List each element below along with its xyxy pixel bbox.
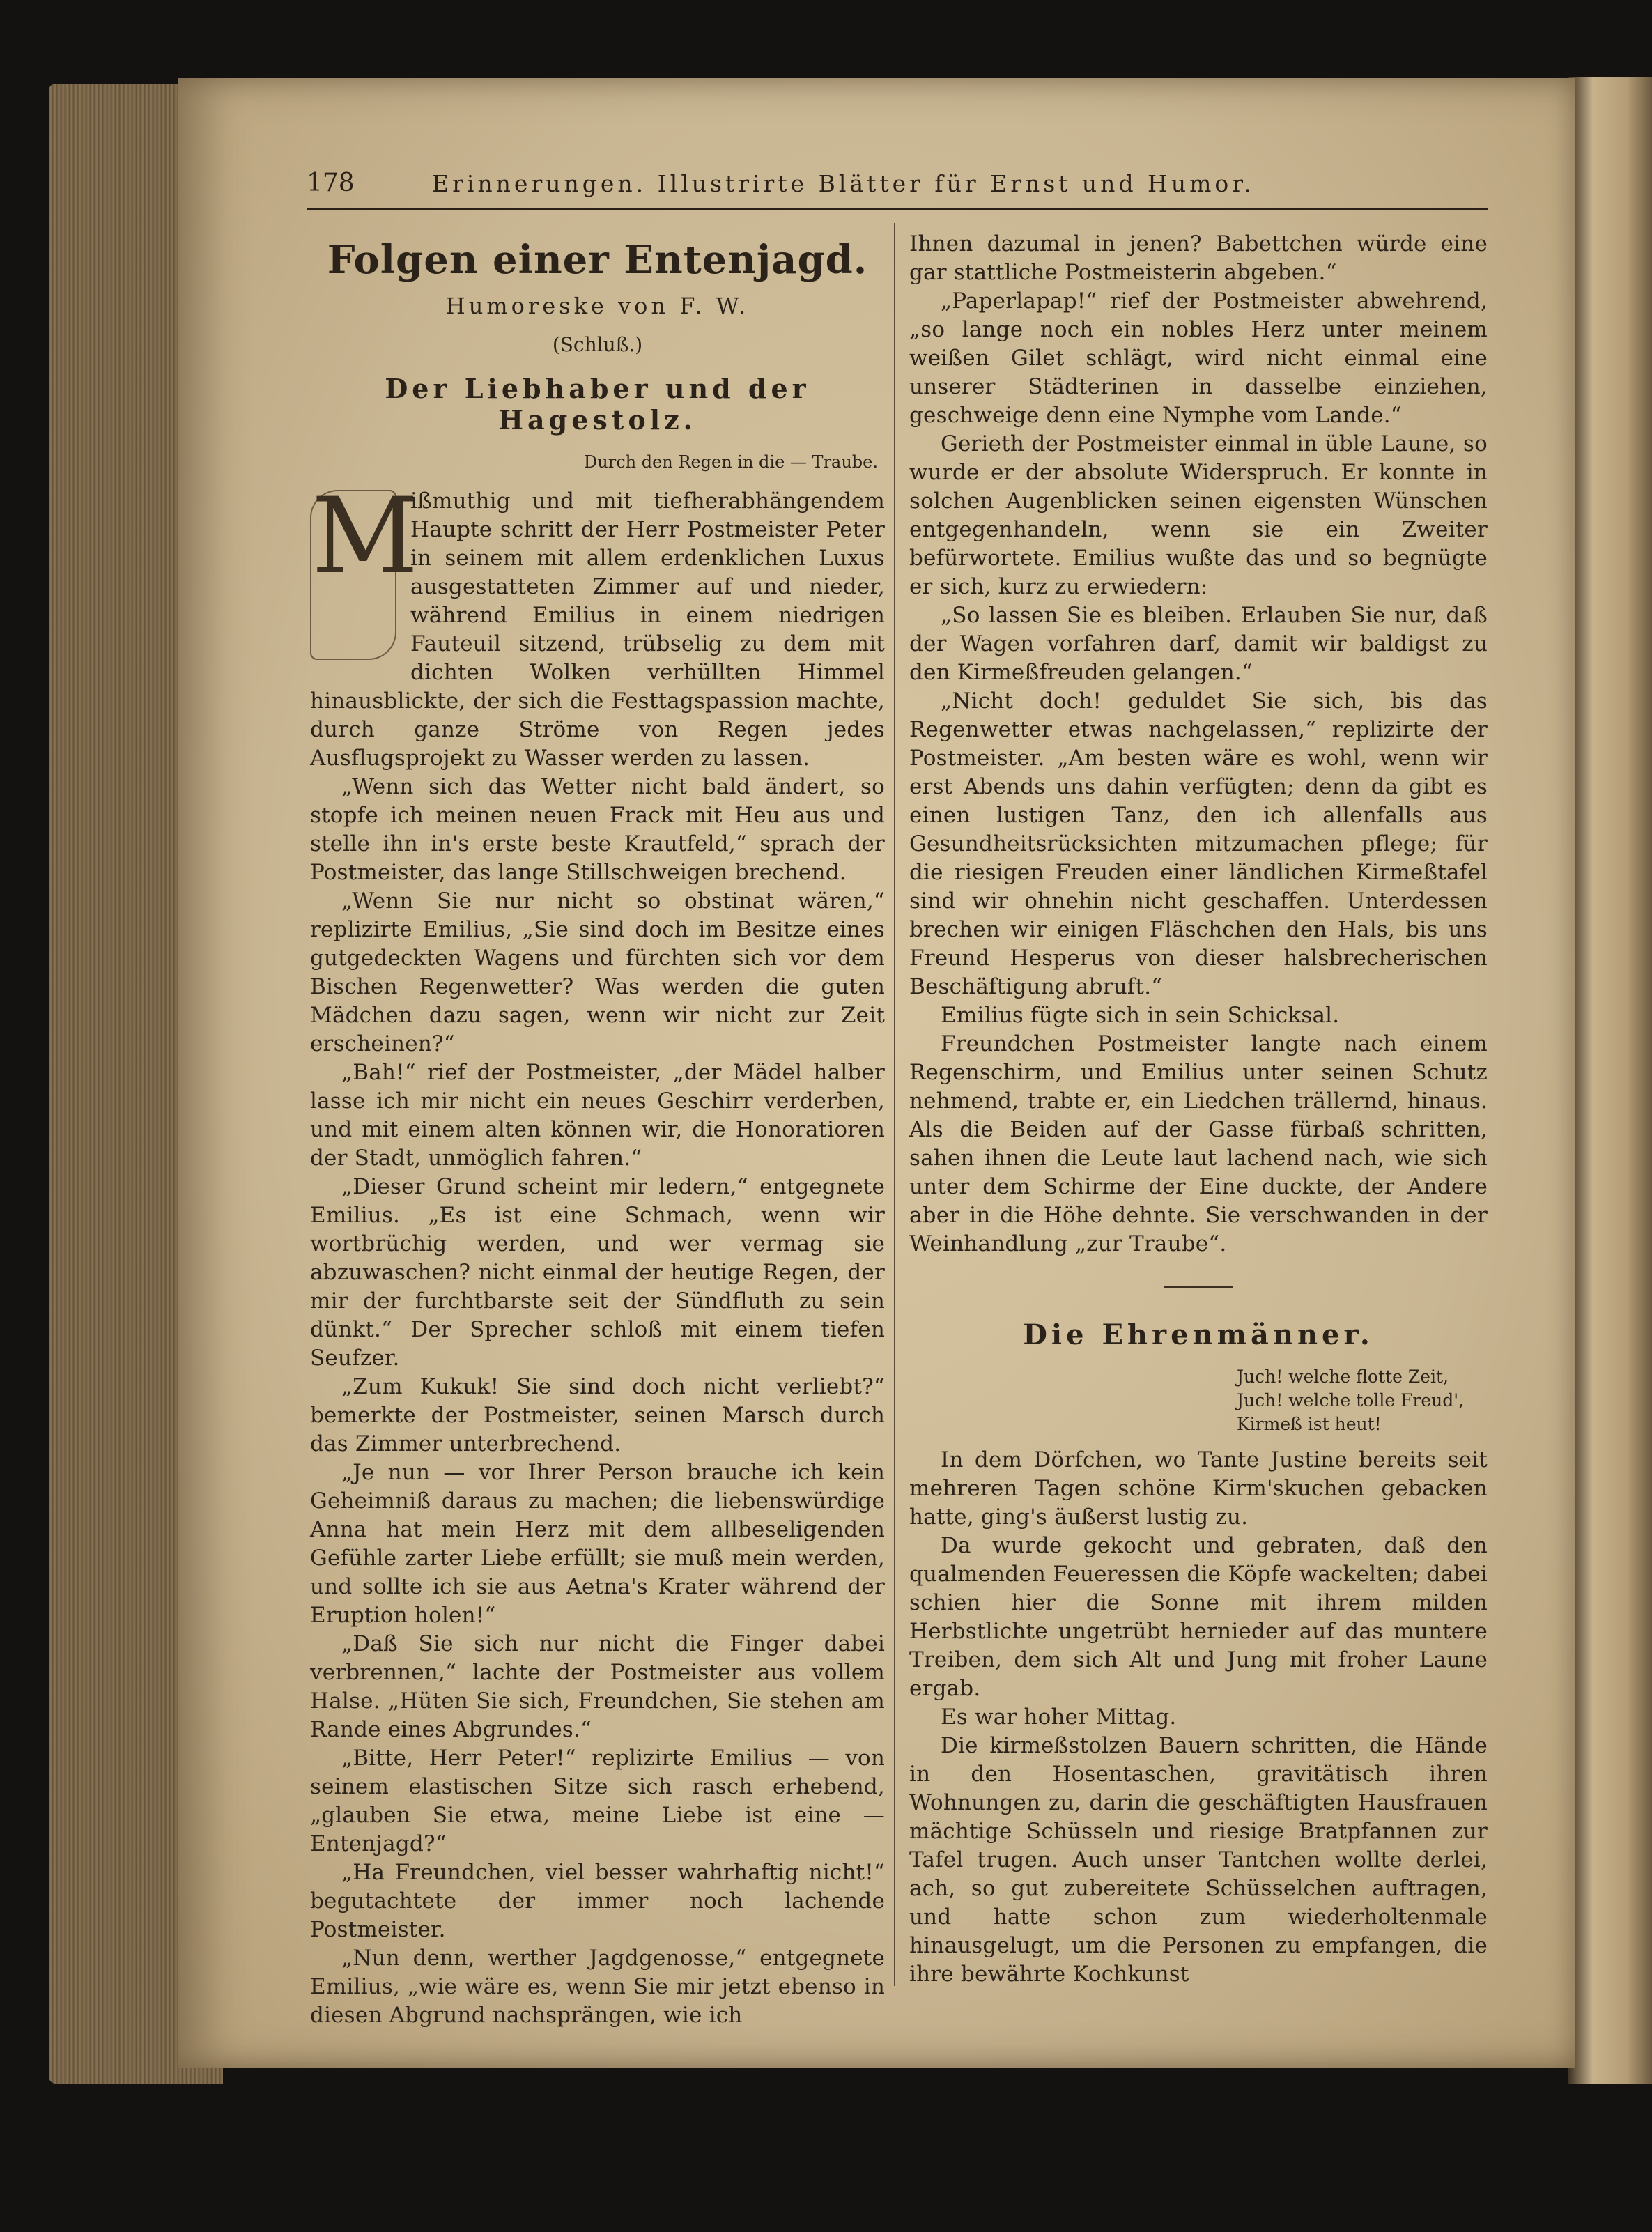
paragraph: „Daß Sie sich nur nicht die Finger dabei verbrennen,“ lachte der Postmeister aus vollem Halse. „Hüten Sie sich, Freundchen, Sie stehen am Rande eines Abgrundes.“ [310, 1631, 885, 1742]
paragraph: Freundchen Postmeister langte nach einem Regenschirm, und Emilius unter seinen Schutz nehmend, trabte er, ein Liedchen trällernd, hinaus. Als die Beiden auf der Gasse fürbaß schritten, sahen ihnen die Leute laut lachend nach, wie sich unter dem Schirme der Eine duckte, der Andere aber in die Höhe dehnte. Sie verschwanden in der Weinhandlung „zur Traube“. [909, 1031, 1488, 1256]
page-number: 178 [307, 169, 355, 197]
page-header [307, 166, 1488, 210]
epigraph-line: Kirmeß ist heut! [1237, 1414, 1382, 1434]
left-column [310, 230, 885, 2030]
paragraph: „So lassen Sie es bleiben. Erlauben Sie nur, daß der Wagen vorfahren darf, damit wir baldigst zu den Kirmeßfreuden gelangen.“ [909, 603, 1488, 685]
chapter-epigraph: Durch den Regen in die — Traube. [584, 452, 878, 472]
paragraph: Da wurde gekocht und gebraten, daß den qualmenden Feueressen die Köpfe wackelten; dabei schien hier die Sonne mit ihrem milden Herbstlichte ungetrübt hernieder auf das muntere Treiben, dem sich Alt und Jung mit froher Laune ergab. [909, 1533, 1488, 1701]
paragraph: Emilius fügte sich in sein Schicksal. [941, 1003, 1340, 1028]
epigraph-line: Juch! welche tolle Freud', [1237, 1390, 1465, 1410]
paragraph: Die kirmeßstolzen Bauern schritten, die Hände in den Hosentaschen, gravitätisch ihren Wohnungen zu, darin die geschäftigten Hausfrauen mächtige Schüsseln und riesige Bratpfannen zur Tafel trugen. Auch unser Tantchen wollte derlei, ach, so gut zubereitete Schüsselchen auftragen, und hatte schon zum wiederholtenmale hinausgelugt, um die Personen zu empfangen, die ihre bewährte Kochkunst [909, 1733, 1488, 1987]
paragraph: „Zum Kukuk! Sie sind doch nicht verliebt?“ bemerkte der Postmeister, seinen Marsch durch das Zimmer unterbrechend. [310, 1374, 885, 1456]
right-column [909, 230, 1488, 1989]
section-epigraph [1237, 1365, 1488, 1436]
paragraph: „Wenn sich das Wetter nicht bald ändert, so stopfe ich meinen neuen Frack mit Heu aus und stelle ihn in's erste beste Krautfeld,“ sprach der Postmeister, das lange Stillschweigen brechend. [310, 774, 885, 885]
paragraph: Ihnen dazumal in jenen? Babettchen würde eine gar stattliche Postmeisterin abgeben.“ [909, 231, 1488, 285]
paragraph: „Paperlapap!“ rief der Postmeister abwehrend, „so lange noch ein nobles Herz unter meinem weißen Gilet schlägt, wird nicht einmal eine unserer Städterinen in dasselbe einziehen, geschweige denn eine Nymphe vom Lande.“ [909, 288, 1488, 428]
chapter-title: Der Liebhaber und der Hagestolz. [385, 373, 810, 436]
story-subtitle: Humoreske von F. W. [445, 293, 750, 319]
paragraph: Es war hoher Mittag. [941, 1704, 1177, 1730]
paragraph: „Je nun — vor Ihrer Person brauche ich kein Geheimniß daraus zu machen; die liebenswürdige Anna hat mein Herz mit dem allbeseligenden Gefühle zarter Liebe erfüllt; sie muß mein werden, und sollte ich sie aus Aetna's Krater während der Eruption holen!“ [310, 1460, 885, 1628]
paragraph: „Bah!“ rief der Postmeister, „der Mädel halber lasse ich mir nicht ein neues Geschirr verderben, und mit einem alten können wir, die Honoratioren der Stadt, unmöglich fahren.“ [310, 1060, 885, 1171]
paragraph: „Wenn Sie nur nicht so obstinat wären,“ replizirte Emilius, „Sie sind doch im Besitze eines gutgedeckten Wagens und fürchten sich vor dem Bischen Regenwetter? Was werden die guten Mädchen dazu sagen, wenn wir nicht zur Zeit erscheinen?“ [310, 888, 885, 1056]
story-part-label: (Schluß.) [552, 333, 643, 356]
column-divider [894, 223, 895, 1986]
paragraph: Gerieth der Postmeister einmal in üble Laune, so wurde er der absolute Widerspruch. Er konnte in solchen Augenblicken seinen eigensten Wünschen entgegenhandeln, wenn sie ein Zweiter befürwortete. Emilius wußte das und so begnügte er sich, kurz zu erwiedern: [909, 431, 1488, 599]
paragraph: M ißmuthig und mit tiefherabhängendem Haupte schritt der Herr Postmeister Peter in seinem mit allem erdenklichen Luxus ausgestatteten Zimmer auf und nieder, während Emilius in einem niedrigen Fauteuil sitzend, trübselig zu dem mit dichten Wolken verhüllten Himmel hinausblickte, der sich die Festtagspassion machte, durch ganze Ströme von Regen jedes Ausflugsprojekt zu Wasser werden zu lassen. [310, 476, 885, 771]
paragraph: „Ha Freundchen, viel besser wahrhaftig nicht!“ begutachtete der immer noch lachende Postmeister. [310, 1860, 885, 1942]
ornamental-dropcap: M [310, 490, 396, 660]
paragraph: In dem Dörfchen, wo Tante Justine bereits seit mehreren Tagen schöne Kirm'skuchen gebacken hatte, ging's äußerst lustig zu. [909, 1447, 1488, 1530]
paragraph: „Bitte, Herr Peter!“ replizirte Emilius — von seinem elastischen Sitze sich rasch erhebend, „glauben Sie etwa, meine Liebe ist eine — Entenjagd?“ [310, 1746, 885, 1856]
section-separator [1164, 1286, 1233, 1288]
section-title: Die Ehrenmänner. [1023, 1318, 1374, 1351]
epigraph-line: Juch! welche flotte Zeit, [1237, 1367, 1449, 1387]
paragraph: „Dieser Grund scheint mir ledern,“ entgegnete Emilius. „Es ist eine Schmach, wenn wir wortbrüchig werden, und wer vermag sie abzuwaschen? nicht einmal der heutige Regen, der mir der furchtbarste seit der Sündfluth zu sein dünkt.“ Der Sprecher schloß mit einem tiefen Seufzer. [310, 1174, 885, 1371]
paragraph: „Nicht doch! geduldet Sie sich, bis das Regenwetter etwas nachgelassen,“ replizirte der Postmeister. „Am besten wäre es wohl, wenn wir erst Abends uns dahin verfügten; denn da gibt es einen lustigen Tanz, den ich allenfalls aus Gesundheitsrücksichten mitzumachen pflege; für die riesigen Freuden einer ländlichen Kirmeßtafel sind wir ohnehin nicht geschaffen. Unterdessen brechen wir einigen Fläschchen den Hals, bis uns Freund Hesperus von dieser halsbrecherischen Beschäftigung abruft.“ [909, 688, 1488, 999]
paragraph: „Nun denn, werther Jagdgenosse,“ entgegnete Emilius, „wie wäre es, wenn Sie mir jetzt ebenso in diesen Abgrund nachsprängen, wie ich [310, 1946, 885, 2028]
running-title: Erinnerungen. Illustrirte Blätter für Ernst und Humor. [432, 170, 1255, 197]
next-page-edge [1568, 77, 1652, 2084]
story-title: Folgen einer Entenjagd. [327, 237, 868, 283]
